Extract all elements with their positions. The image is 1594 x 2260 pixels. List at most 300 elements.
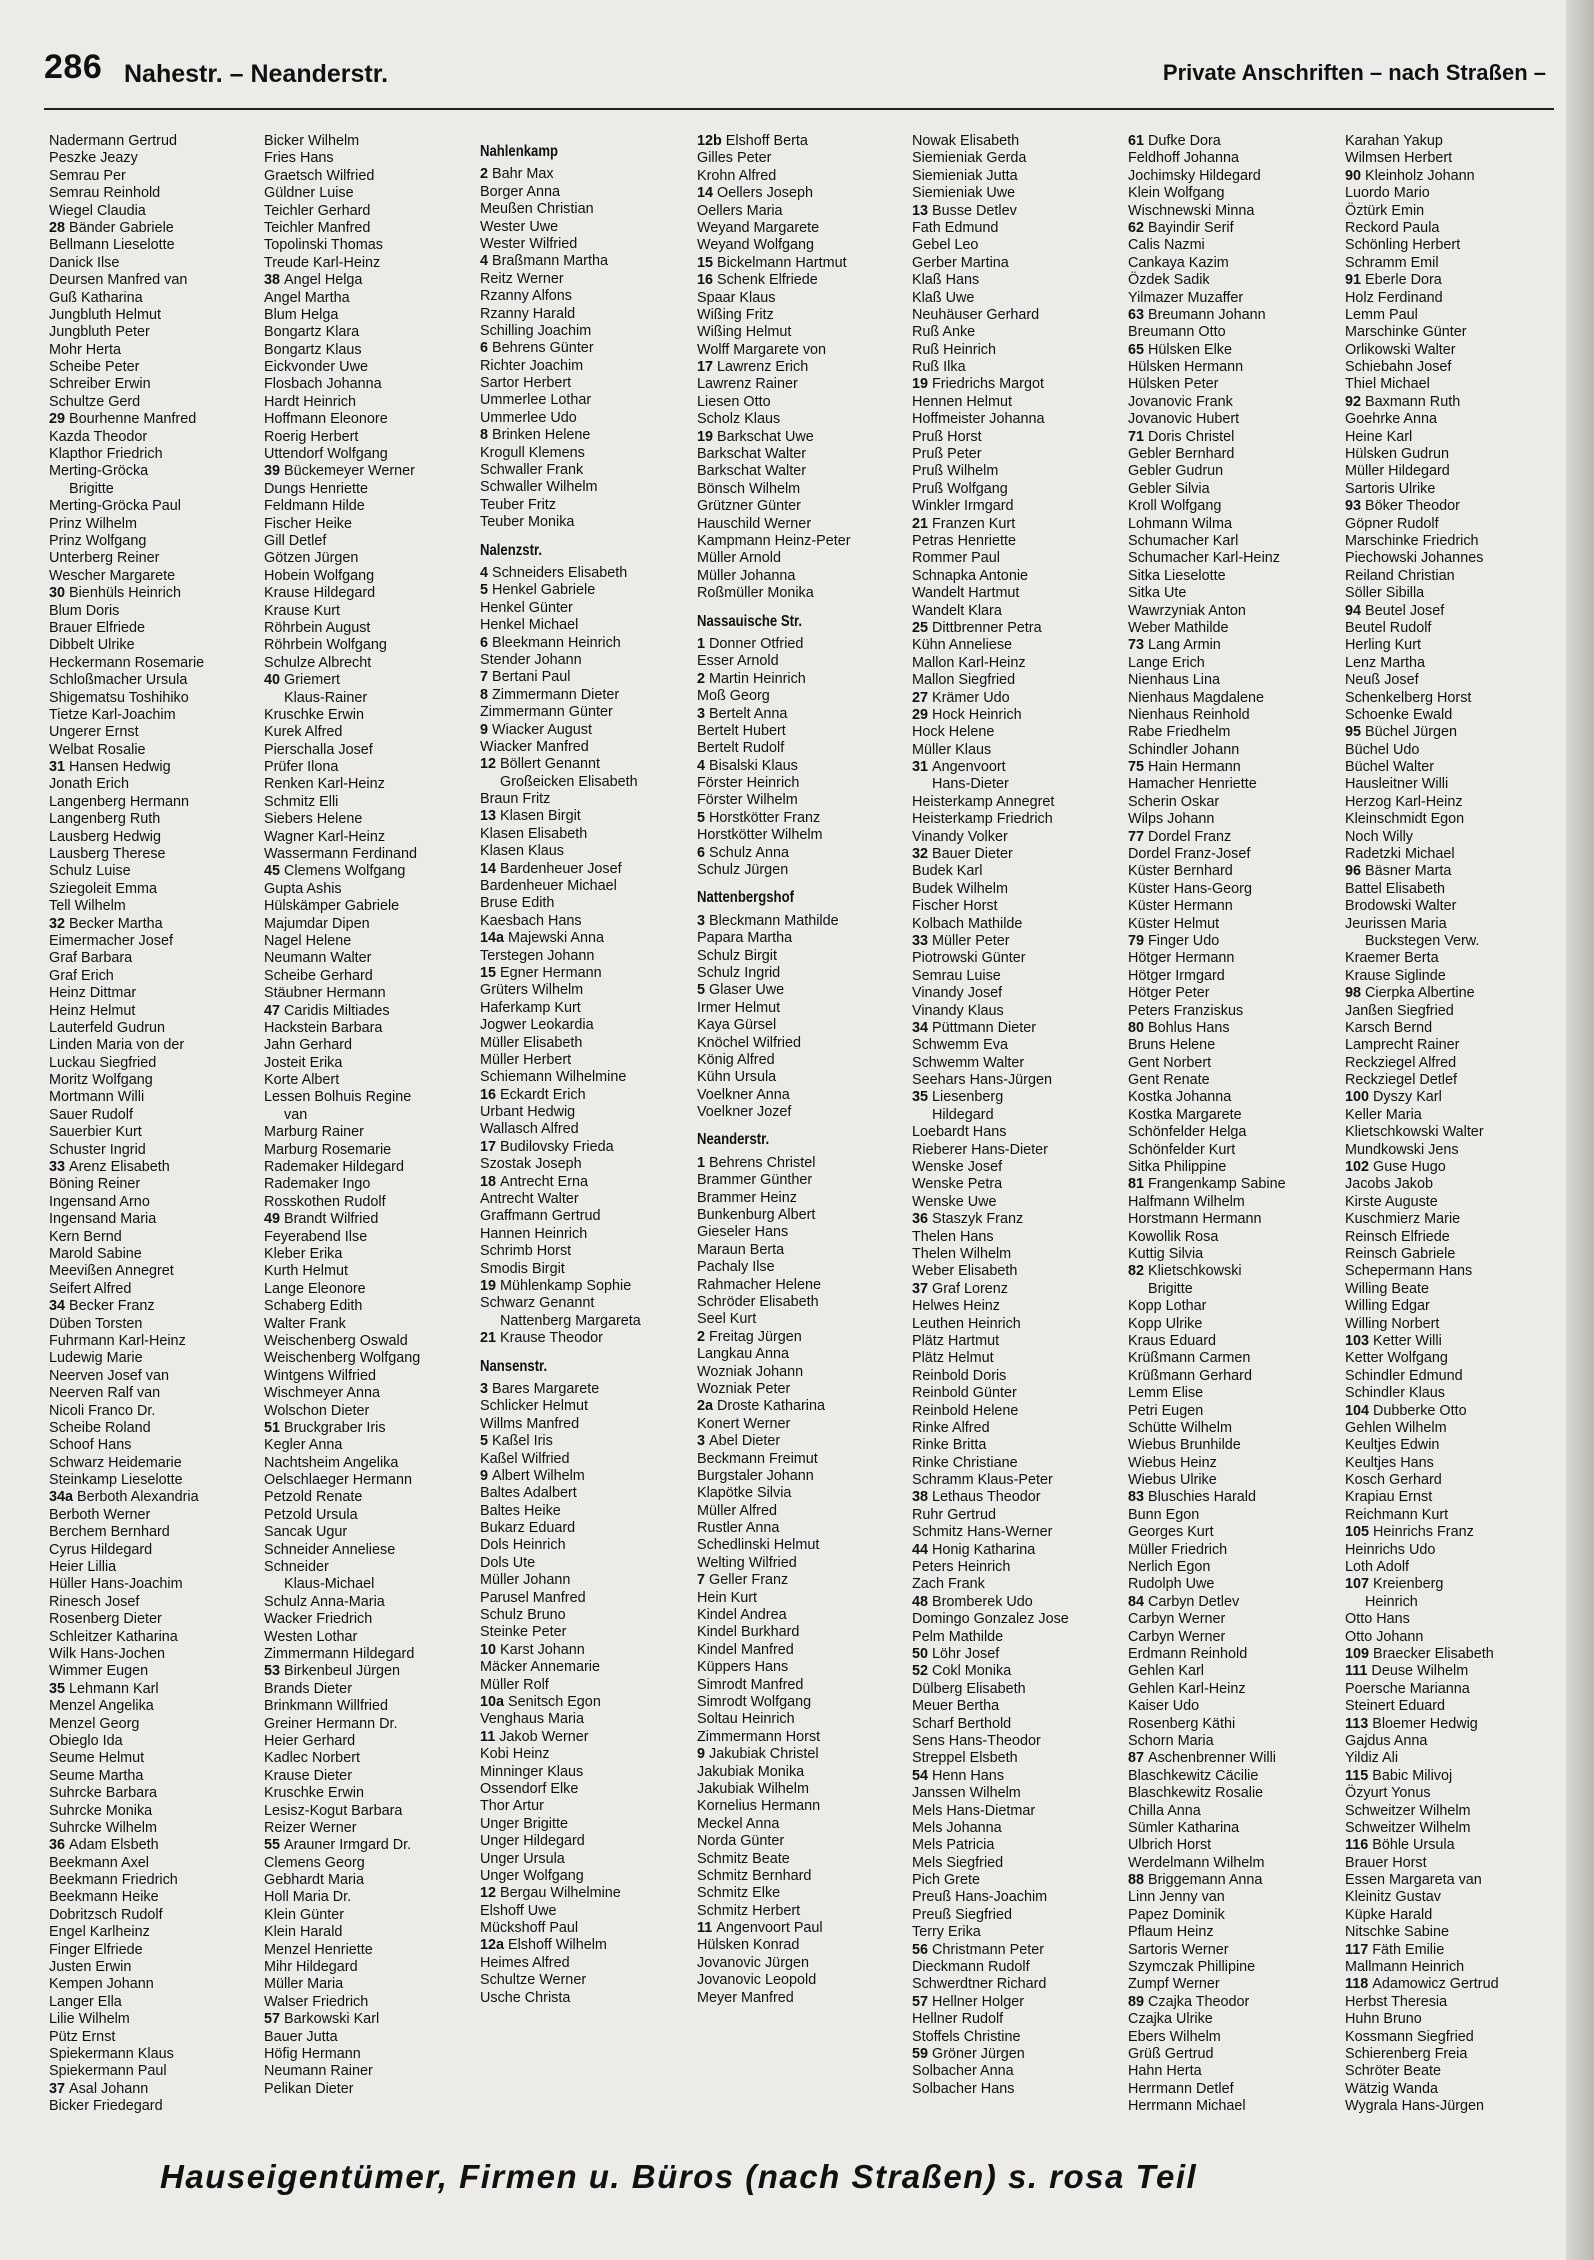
resident-entry: Weber Mathilde — [1128, 619, 1229, 636]
resident-entry: Hülskämper Gabriele — [264, 898, 400, 915]
resident-entry: Schneider — [264, 1559, 329, 1576]
resident-entry: 2a Droste Katharina — [697, 1398, 826, 1415]
resident-entry: Loth Adolf — [1345, 1559, 1410, 1576]
resident-entry: Brodowski Walter — [1345, 898, 1457, 915]
resident-entry: Lilie Wilhelm — [49, 2011, 130, 2028]
resident-entry: Tell Wilhelm — [49, 898, 126, 915]
resident-entry: Hülsken Hermann — [1128, 359, 1244, 376]
resident-entry: Kossmann Siegfried — [1345, 2028, 1474, 2045]
resident-entry: Jahn Gerhard — [264, 1037, 352, 1054]
resident-entry: 28 Bänder Gabriele — [49, 219, 174, 236]
resident-entry: Kaya Gürsel — [697, 1017, 777, 1034]
resident-entry: Wilk Hans-Jochen — [49, 1645, 165, 1662]
resident-entry: Venghaus Maria — [480, 1711, 585, 1728]
resident-entry: Jovanovic Hubert — [1128, 411, 1240, 428]
resident-entry: Förster Wilhelm — [697, 792, 798, 809]
resident-entry: 33 Müller Peter — [912, 932, 1010, 949]
resident-entry: Unger Ursula — [480, 1850, 565, 1867]
resident-entry: Wiebus Brunhilde — [1128, 1437, 1241, 1454]
house-number: 61 — [1128, 133, 1149, 149]
house-number: 82 — [1128, 1263, 1149, 1280]
resident-entry: Nicoli Franco Dr. — [49, 1402, 156, 1419]
resident-entry: Bicker Wilhelm — [264, 133, 360, 149]
resident-entry: Rademaker Ingo — [264, 1176, 371, 1193]
resident-entry: 59 Gröner Jürgen — [912, 2045, 1025, 2062]
resident-entry: Seehars Hans-Jürgen — [912, 1072, 1052, 1089]
resident-entry: 50 Löhr Josef — [912, 1645, 1000, 1662]
resident-entry: Herbst Theresia — [1345, 1993, 1448, 2010]
resident-entry: Wolschon Dieter — [264, 1402, 370, 1419]
house-number: 53 — [264, 1663, 285, 1680]
resident-entry: 31 Angenvoort — [912, 759, 1006, 776]
house-number: 21 — [912, 515, 933, 532]
resident-entry: Kobi Heinz — [480, 1746, 550, 1763]
resident-entry: 90 Kleinholz Johann — [1345, 167, 1475, 184]
resident-entry: Gebel Leo — [912, 237, 979, 254]
resident-entry: Ungerer Ernst — [49, 724, 139, 741]
resident-entry: 29 Hock Heinrich — [912, 706, 1022, 723]
resident-entry: Orlikowski Walter — [1345, 341, 1456, 358]
resident-entry: Müller Johann — [480, 1572, 571, 1589]
resident-entry: Rinke Britta — [912, 1437, 987, 1454]
resident-entry: Prinz Wilhelm — [49, 515, 137, 532]
resident-entry: 1 Donner Otfried — [697, 635, 804, 652]
resident-entry: Maraun Berta — [697, 1241, 785, 1258]
resident-entry: Seel Kurt — [697, 1311, 757, 1328]
resident-entry: Clemens Georg — [264, 1854, 365, 1871]
resident-entry: Helwes Heinz — [912, 1298, 1000, 1315]
resident-entry: Beutel Rudolf — [1345, 619, 1432, 636]
resident-entry: Wassermann Ferdinand — [264, 846, 418, 863]
resident-entry: Semrau Reinhold — [49, 185, 161, 202]
house-number: 9 — [480, 721, 493, 738]
resident-entry: Müller Alfred — [697, 1502, 777, 1519]
resident-entry: Wilmsen Herbert — [1345, 150, 1453, 167]
resident-entry: Küpke Harald — [1345, 1906, 1433, 1923]
resident-entry: Heimes Alfred — [480, 1954, 570, 1971]
resident-entry: Rudolph Uwe — [1128, 1576, 1215, 1593]
resident-entry: Welting Wilfried — [697, 1554, 797, 1571]
section-title: Private Anschriften – nach Straßen – — [1162, 60, 1546, 85]
resident-entry: Mallmann Heinrich — [1345, 1959, 1465, 1976]
page-number: 286 — [44, 48, 103, 86]
resident-entry: 21 Franzen Kurt — [912, 515, 1016, 532]
resident-entry: Kühn Ursula — [697, 1069, 777, 1086]
house-number: 31 — [912, 759, 933, 776]
resident-entry: Topolinski Thomas — [264, 237, 383, 254]
resident-entry: Herzog Karl-Heinz — [1345, 793, 1463, 810]
house-number: 88 — [1128, 1872, 1149, 1889]
resident-entry: Lawrenz Rainer — [697, 376, 798, 393]
resident-entry: 52 Cokl Monika — [912, 1663, 1012, 1680]
resident-entry: Schaberg Edith — [264, 1298, 363, 1315]
house-number: 1 — [697, 1154, 710, 1171]
resident-entry: Blum Helga — [264, 306, 339, 323]
resident-entry: Graf Barbara — [49, 950, 133, 967]
resident-entry: 8 Brinken Helene — [480, 427, 591, 444]
resident-entry: 34a Berboth Alexandria — [49, 1489, 199, 1506]
resident-entry: Janssen Wilhelm — [912, 1785, 1021, 1802]
house-number: 49 — [264, 1211, 285, 1228]
resident-entry: Wandelt Hartmut — [912, 585, 1020, 602]
house-number: 87 — [1128, 1750, 1149, 1767]
street-heading: Nahlenkamp — [480, 143, 559, 160]
resident-entry: 100 Dyszy Karl — [1345, 1089, 1442, 1106]
directory-column-7 — [1345, 133, 1499, 2116]
resident-entry: Schultze Werner — [480, 1972, 587, 1989]
resident-entry: Röhrbein Wolfgang — [264, 637, 387, 654]
resident-entry: Mels Patricia — [912, 1837, 995, 1854]
resident-entry: Kostka Johanna — [1128, 1089, 1232, 1106]
resident-entry: Grüß Gertrud — [1128, 2045, 1214, 2062]
house-number: 38 — [912, 1489, 933, 1506]
resident-entry: Gebler Bernhard — [1128, 446, 1235, 463]
resident-entry: Schumacher Karl — [1128, 532, 1239, 549]
directory-column-3 — [480, 133, 641, 2007]
resident-entry: 105 Heinrichs Franz — [1345, 1524, 1474, 1541]
resident-entry: Dungs Henriette — [264, 480, 368, 497]
resident-entry: Sartoris Ulrike — [1345, 480, 1436, 497]
resident-entry: Bongartz Klaus — [264, 341, 362, 358]
resident-entry: Richter Joachim — [480, 357, 584, 374]
resident-entry: Nerlich Egon — [1128, 1559, 1211, 1576]
resident-entry: Kroll Wolfgang — [1128, 498, 1222, 515]
resident-entry: Heier Lillia — [49, 1559, 117, 1576]
resident-entry: Hauschild Werner — [697, 515, 812, 532]
resident-entry: Seume Martha — [49, 1767, 144, 1784]
resident-entry: Finger Elfriede — [49, 1941, 143, 1958]
resident-entry: Krohn Alfred — [697, 167, 777, 184]
resident-entry: Ulbrich Horst — [1128, 1837, 1212, 1854]
resident-entry: Jakubiak Monika — [697, 1763, 805, 1780]
resident-entry: Heisterkamp Annegret — [912, 793, 1055, 810]
house-number: 16 — [480, 1086, 501, 1103]
resident-entry: 18 Antrecht Erna — [480, 1173, 589, 1190]
resident-entry: Büchel Walter — [1345, 759, 1435, 776]
resident-entry: Beekmann Axel — [49, 1854, 149, 1871]
resident-entry: Krause Siglinde — [1345, 967, 1446, 984]
resident-entry: Ummerlee Udo — [480, 409, 577, 426]
resident-entry: Schoof Hans — [49, 1437, 132, 1454]
resident-entry: 31 Hansen Hedwig — [49, 759, 171, 776]
resident-entry: Westen Lothar — [264, 1628, 358, 1645]
street-heading: Nalenzstr. — [480, 541, 542, 559]
house-number: 15 — [697, 254, 718, 271]
house-number: 92 — [1345, 393, 1366, 410]
resident-entry: 12b Elshoff Berta — [697, 133, 808, 149]
resident-entry: Scharf Berthold — [912, 1715, 1012, 1732]
resident-entry: 8 Zimmermann Dieter — [480, 686, 620, 703]
house-number: 80 — [1128, 1019, 1149, 1036]
resident-entry: Zimmermann Günter — [480, 704, 613, 721]
resident-entry: Schiemann Wilhelmine — [480, 1069, 627, 1086]
resident-entry: Hock Helene — [912, 724, 995, 741]
resident-entry: Dibbelt Ulrike — [49, 637, 135, 654]
resident-entry: 17 Lawrenz Erich — [697, 359, 809, 376]
house-number: 96 — [1345, 863, 1366, 880]
resident-entry: Yilmazer Muzaffer — [1128, 289, 1244, 306]
resident-entry: Kirste Auguste — [1345, 1193, 1438, 1210]
resident-entry: Wißing Helmut — [697, 324, 792, 341]
resident-entry: Lemm Paul — [1345, 306, 1418, 323]
resident-entry: 10 Karst Johann — [480, 1641, 585, 1658]
resident-entry: 49 Brandt Wilfried — [264, 1211, 379, 1228]
resident-entry: Buckstegen Verw. — [1365, 932, 1480, 949]
street-range-title: Nahestr. – Neanderstr. — [124, 60, 389, 88]
directory-column-6 — [1128, 133, 1286, 2116]
resident-entry: Willms Manfred — [480, 1415, 580, 1432]
resident-entry: Pelikan Dieter — [264, 2080, 354, 2097]
resident-entry: Horstkötter Wilhelm — [697, 827, 823, 844]
resident-entry: Esser Arnold — [697, 653, 779, 670]
resident-entry: Willing Edgar — [1345, 1298, 1430, 1315]
house-number: 10a — [480, 1693, 509, 1710]
resident-entry: Nienhaus Reinhold — [1128, 706, 1250, 723]
resident-entry: Rommer Paul — [912, 550, 1000, 567]
resident-entry: Werdelmann Wilhelm — [1128, 1854, 1265, 1871]
resident-entry: Mäcker Annemarie — [480, 1659, 600, 1676]
resident-entry: Steinkamp Lieselotte — [49, 1472, 183, 1489]
resident-entry: Hötger Peter — [1128, 985, 1210, 1002]
resident-entry: Kopp Lothar — [1128, 1298, 1207, 1315]
resident-entry: Stender Johann — [480, 651, 582, 668]
resident-entry: Irmer Helmut — [697, 999, 781, 1016]
resident-entry: Reizer Werner — [264, 1819, 357, 1836]
resident-entry: Krause Dieter — [264, 1767, 352, 1784]
resident-entry: Nadermann Gertrud — [49, 133, 177, 149]
resident-entry: Klaß Hans — [912, 272, 980, 289]
resident-entry: Schuster Ingrid — [49, 1141, 146, 1158]
resident-entry: Peszke Jeazy — [49, 150, 138, 167]
resident-entry: Hülsken Gudrun — [1345, 446, 1449, 463]
resident-entry: Budek Karl — [912, 863, 983, 880]
house-number: 84 — [1128, 1593, 1149, 1610]
resident-entry: Battel Elisabeth — [1345, 880, 1445, 897]
resident-entry: Siebers Helene — [264, 811, 363, 828]
resident-entry: Uttendorf Wolfgang — [264, 446, 388, 463]
resident-entry: Klietschkowski Walter — [1345, 1124, 1484, 1141]
resident-entry: Reckziegel Alfred — [1345, 1054, 1457, 1071]
resident-entry: Scheibe Gerhard — [264, 967, 373, 984]
directory-column-2 — [264, 133, 420, 2098]
resident-entry: Müller Johanna — [697, 567, 796, 584]
resident-entry: Weyand Wolfgang — [697, 237, 815, 254]
resident-entry: Wallasch Alfred — [480, 1121, 579, 1138]
house-number: 14 — [480, 860, 501, 877]
resident-entry: Szostak Joseph — [480, 1156, 582, 1173]
resident-entry: Gent Renate — [1128, 1072, 1210, 1089]
resident-entry: Schnapka Antonie — [912, 567, 1029, 584]
resident-entry: 48 Bromberek Udo — [912, 1593, 1033, 1610]
house-number: 9 — [697, 1746, 710, 1763]
resident-entry: Brauer Horst — [1345, 1854, 1427, 1871]
resident-entry: 37 Asal Johann — [49, 2080, 149, 2097]
resident-entry: Ruß Anke — [912, 324, 976, 341]
resident-entry: 19 Friedrichs Margot — [912, 376, 1044, 393]
resident-entry: Nachtsheim Angelika — [264, 1454, 399, 1471]
resident-entry: Berboth Werner — [49, 1506, 151, 1523]
resident-entry: Ebers Wilhelm — [1128, 2028, 1221, 2045]
resident-entry: Rahmacher Helene — [697, 1276, 821, 1293]
resident-entry: Jakubiak Wilhelm — [697, 1780, 809, 1797]
resident-entry: Kempen Johann — [49, 1976, 154, 1993]
resident-entry: Bunkenburg Albert — [697, 1207, 816, 1224]
resident-entry: Suhrcke Barbara — [49, 1785, 157, 1802]
house-number: 8 — [480, 686, 493, 703]
resident-entry: Schoenke Ewald — [1345, 706, 1453, 723]
house-number: 32 — [912, 846, 933, 863]
resident-entry: Beekmann Heike — [49, 1889, 159, 1906]
resident-entry: 44 Honig Katharina — [912, 1541, 1036, 1558]
resident-entry: Teichler Manfred — [264, 219, 371, 236]
resident-entry: Fuhrmann Karl-Heinz — [49, 1332, 186, 1349]
resident-entry: Wenske Josef — [912, 1159, 1003, 1176]
resident-entry: Scheibe Roland — [49, 1419, 151, 1436]
resident-entry: Welbat Rosalie — [49, 741, 146, 758]
resident-entry: Mallon Siegfried — [912, 672, 1016, 689]
resident-entry: Spiekermann Paul — [49, 2063, 167, 2080]
resident-entry: Wiebus Heinz — [1128, 1454, 1217, 1471]
resident-entry: Schmitz Beate — [697, 1850, 790, 1867]
house-number: 45 — [264, 863, 285, 880]
resident-entry: Unterberg Reiner — [49, 550, 160, 567]
resident-entry: Barkschat Walter — [697, 446, 807, 463]
resident-entry: Shigematsu Toshihiko — [49, 689, 189, 706]
house-number: 102 — [1345, 1159, 1374, 1176]
resident-entry: Goehrke Anna — [1345, 411, 1438, 428]
resident-entry: Flosbach Johanna — [264, 376, 382, 393]
resident-entry: Otto Hans — [1345, 1611, 1410, 1628]
resident-entry: Liesen Otto — [697, 393, 771, 410]
house-number: 4 — [480, 564, 493, 581]
resident-entry: Seume Helmut — [49, 1750, 145, 1767]
resident-entry: Krause Hildegard — [264, 585, 376, 602]
resident-entry: Prinz Wolfgang — [49, 532, 147, 549]
house-number: 3 — [697, 705, 710, 722]
resident-entry: Blum Doris — [49, 602, 120, 619]
resident-entry: Menzel Henriette — [264, 1941, 373, 1958]
resident-entry: Keultjes Hans — [1345, 1454, 1434, 1471]
resident-entry: Spaar Klaus — [697, 289, 776, 306]
resident-entry: Sitka Philippine — [1128, 1159, 1227, 1176]
resident-entry: Sümler Katharina — [1128, 1819, 1240, 1836]
resident-entry: Schwaller Wilhelm — [480, 479, 598, 496]
resident-entry: Hahn Herta — [1128, 2063, 1202, 2080]
resident-entry: Mückshoff Paul — [480, 1920, 579, 1937]
resident-entry: Budek Wilhelm — [912, 880, 1008, 897]
resident-entry: Holz Ferdinand — [1345, 289, 1443, 306]
resident-entry: Kowollik Rosa — [1128, 1228, 1219, 1245]
resident-entry: Reinbold Günter — [912, 1385, 1017, 1402]
resident-entry: Rieberer Hans-Dieter — [912, 1141, 1048, 1158]
resident-entry: 80 Bohlus Hans — [1128, 1019, 1230, 1036]
resident-entry: Kaßel Wilfried — [480, 1450, 570, 1467]
resident-entry: Bertelt Rudolf — [697, 740, 785, 757]
resident-entry: Piotrowski Günter — [912, 950, 1026, 967]
resident-entry: Schindler Edmund — [1345, 1367, 1463, 1384]
resident-entry: Sens Hans-Theodor — [912, 1732, 1041, 1749]
house-number: 29 — [49, 411, 70, 428]
resident-entry: Meyer Manfred — [697, 1989, 794, 2006]
resident-entry: 35 Lehmann Karl — [49, 1680, 159, 1697]
resident-entry: Brands Dieter — [264, 1680, 352, 1697]
resident-entry: Rademaker Hildegard — [264, 1159, 404, 1176]
resident-entry: Schweitzer Wilhelm — [1345, 1819, 1471, 1836]
resident-entry: Langkau Anna — [697, 1346, 790, 1363]
resident-entry: Roerig Herbert — [264, 428, 359, 445]
resident-entry: Sartor Herbert — [480, 375, 572, 392]
resident-entry: 118 Adamowicz Gertrud — [1345, 1976, 1499, 1993]
house-number: 8 — [480, 427, 493, 444]
house-number: 39 — [264, 463, 285, 480]
house-number: 113 — [1345, 1715, 1373, 1732]
resident-entry: Carbyn Werner — [1128, 1611, 1226, 1628]
resident-entry: Lesisz-Kogut Barbara — [264, 1802, 403, 1819]
resident-entry: Terry Erika — [912, 1924, 981, 1941]
resident-entry: 12 Bergau Wilhelmine — [480, 1885, 621, 1902]
resident-entry: Reinbold Helene — [912, 1402, 1019, 1419]
house-number: 75 — [1128, 759, 1149, 776]
house-number: 118 — [1345, 1976, 1373, 1993]
resident-entry: Schulz Luise — [49, 863, 131, 880]
resident-entry: 96 Bäsner Marta — [1345, 863, 1452, 880]
resident-entry: Bauer Jutta — [264, 2028, 338, 2045]
resident-entry: Breumann Otto — [1128, 324, 1226, 341]
resident-entry: Steinke Peter — [480, 1624, 567, 1641]
resident-entry: Bunn Egon — [1128, 1506, 1200, 1523]
resident-entry: Vinandy Klaus — [912, 1002, 1004, 1019]
resident-entry: 17 Budilovsky Frieda — [480, 1138, 614, 1155]
resident-entry: Bicker Friedegard — [49, 2098, 163, 2115]
resident-entry: Treude Karl-Heinz — [264, 254, 381, 271]
house-number: 19 — [480, 1278, 501, 1294]
resident-entry: Schönfelder Helga — [1128, 1124, 1247, 1141]
resident-entry: Klapthor Friedrich — [49, 446, 163, 463]
house-number: 34a — [49, 1489, 78, 1506]
resident-entry: Kadlec Norbert — [264, 1750, 360, 1767]
resident-entry: 2 Freitag Jürgen — [697, 1328, 802, 1345]
resident-entry: Lausberg Therese — [49, 846, 166, 863]
resident-entry: Petras Henriette — [912, 532, 1016, 549]
resident-entry: Schönling Herbert — [1345, 237, 1461, 254]
resident-entry: Heisterkamp Friedrich — [912, 811, 1053, 828]
resident-entry: Gebler Gudrun — [1128, 463, 1224, 480]
resident-entry: Keller Maria — [1345, 1106, 1422, 1123]
resident-entry: 82 Klietschkowski — [1128, 1263, 1242, 1280]
resident-entry: 3 Bleckmann Mathilde — [697, 912, 839, 929]
house-number: 83 — [1128, 1489, 1149, 1506]
resident-entry: Moritz Wolfgang — [49, 1072, 153, 1089]
resident-entry: Chilla Anna — [1128, 1802, 1201, 1819]
resident-entry: Baltes Adalbert — [480, 1485, 577, 1502]
resident-entry: Schulz Birgit — [697, 947, 777, 964]
house-number: 36 — [912, 1211, 933, 1228]
resident-entry: Weyand Margarete — [697, 219, 820, 236]
resident-entry: Eickvonder Uwe — [264, 359, 368, 376]
directory-column-1 — [49, 133, 204, 2116]
directory-column-5 — [912, 133, 1069, 2098]
resident-entry: 113 Bloemer Hedwig — [1345, 1715, 1478, 1732]
resident-entry: Henkel Michael — [480, 617, 579, 634]
resident-entry: Wimmer Eugen — [49, 1663, 149, 1680]
resident-entry: Kraemer Berta — [1345, 950, 1439, 967]
resident-entry: Solbacher Anna — [912, 2063, 1014, 2080]
resident-entry: Jovanovic Jürgen — [697, 1954, 809, 1971]
resident-entry: 1 Behrens Christel — [697, 1154, 816, 1171]
resident-entry: Bruse Edith — [480, 895, 555, 912]
resident-entry: Fischer Heike — [264, 515, 352, 532]
resident-entry: Güldner Luise — [264, 185, 354, 202]
